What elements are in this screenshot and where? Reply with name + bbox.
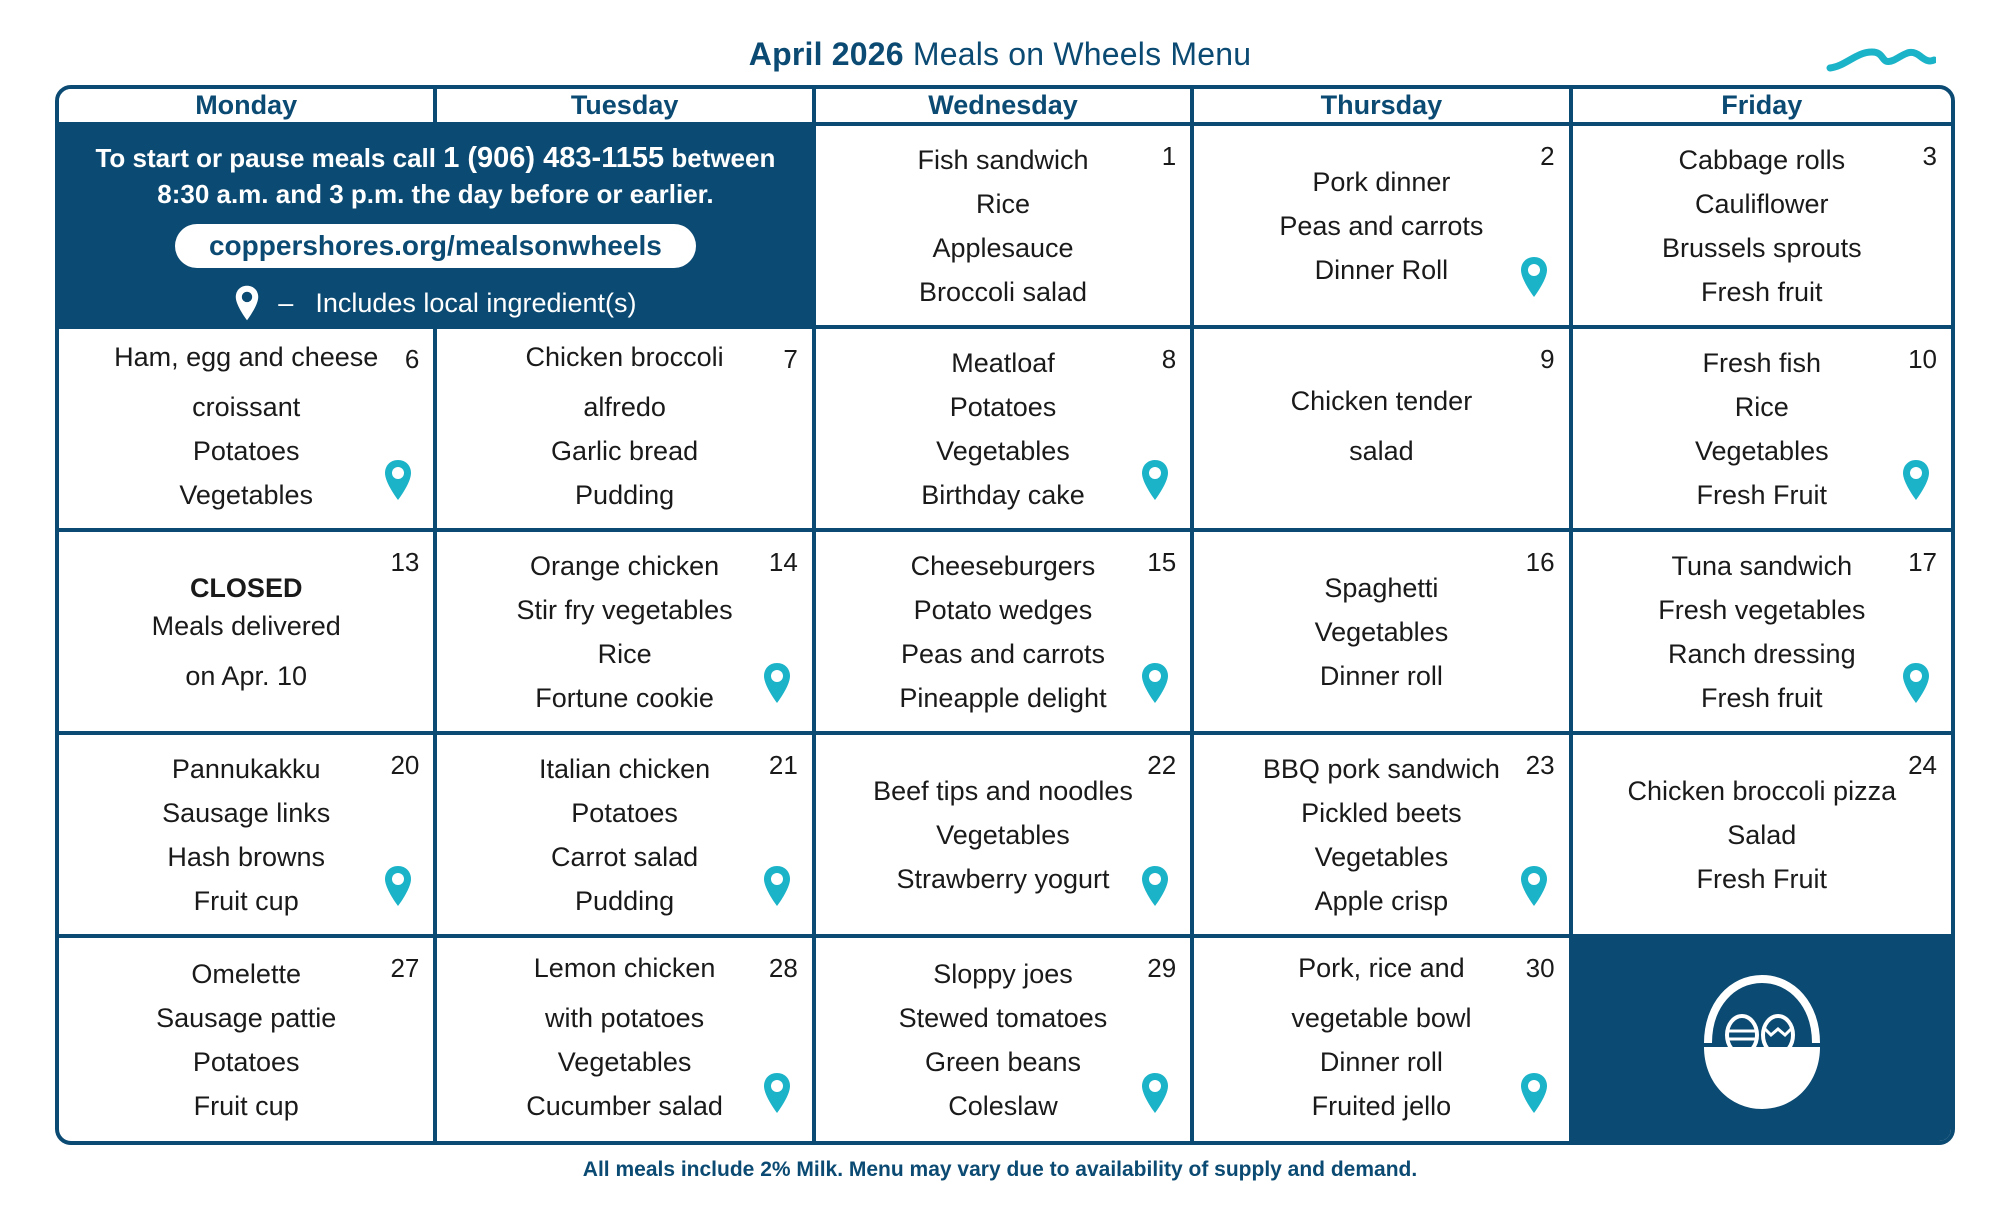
menu-item: Pineapple delight bbox=[899, 682, 1107, 713]
day-number: 13 bbox=[390, 547, 420, 577]
legend bbox=[234, 284, 636, 322]
day-number: 27 bbox=[390, 953, 420, 983]
map-pin-icon bbox=[1519, 864, 1549, 908]
day-cell bbox=[1194, 532, 1572, 735]
map-pin-icon bbox=[1519, 1071, 1549, 1115]
menu-item: Orange chicken bbox=[530, 550, 720, 581]
menu-item: Apple crisp bbox=[1314, 885, 1449, 916]
menu-item: Applesauce bbox=[932, 232, 1074, 263]
menu-item: Potatoes bbox=[571, 797, 678, 828]
day-cell bbox=[1573, 329, 1951, 532]
day-cell bbox=[816, 938, 1194, 1141]
menu-item: Vegetables bbox=[179, 479, 313, 510]
day-header-friday: Friday bbox=[1573, 89, 1951, 126]
day-cell bbox=[1573, 126, 1951, 329]
map-pin-icon bbox=[234, 284, 260, 322]
day-cell bbox=[816, 735, 1194, 938]
menu-item: Vegetables bbox=[557, 1046, 692, 1077]
day-number: 10 bbox=[1908, 344, 1937, 374]
menu-item: Potatoes bbox=[192, 435, 300, 466]
menu-item: Fresh Fruit bbox=[1696, 479, 1828, 510]
menu-item: Dinner Roll bbox=[1314, 254, 1449, 285]
map-pin-icon bbox=[383, 458, 413, 502]
day-number: 1 bbox=[1161, 141, 1177, 171]
menu-item: Meals delivered bbox=[151, 610, 341, 641]
day-number: 15 bbox=[1147, 547, 1177, 577]
menu-item: Vegetables bbox=[1314, 616, 1449, 647]
menu-item: Ham, egg and cheese bbox=[114, 341, 379, 372]
day-number: 3 bbox=[1922, 141, 1937, 171]
menu-item: Beef tips and noodles bbox=[873, 775, 1133, 806]
menu-item: Tuna sandwich bbox=[1671, 550, 1853, 581]
menu-item: Peas and carrots bbox=[1279, 210, 1484, 241]
menu-item: Fresh fruit bbox=[1701, 276, 1823, 307]
map-pin-icon bbox=[1140, 458, 1170, 502]
day-number: 23 bbox=[1525, 750, 1555, 780]
menu-item: Carrot salad bbox=[551, 841, 699, 872]
day-cell bbox=[1194, 735, 1572, 938]
menu-item: on Apr. 10 bbox=[185, 660, 307, 691]
day-cell bbox=[1573, 532, 1951, 735]
menu-item: Fruit cup bbox=[193, 885, 299, 916]
menu-item: Fresh fish bbox=[1702, 347, 1822, 378]
menu-item: Pork dinner bbox=[1312, 166, 1451, 197]
menu-item: Broccoli salad bbox=[918, 276, 1088, 307]
basket-cell bbox=[1573, 938, 1951, 1141]
day-number: 20 bbox=[390, 750, 420, 780]
map-pin-icon bbox=[762, 661, 792, 705]
menu-item: Spaghetti bbox=[1324, 572, 1439, 603]
menu-item: Brussels sprouts bbox=[1662, 232, 1862, 263]
menu-item: Dinner roll bbox=[1319, 660, 1443, 691]
menu-item: Chicken tender bbox=[1290, 385, 1473, 416]
map-pin-icon bbox=[762, 1071, 792, 1115]
menu-item: Chicken broccoli pizza bbox=[1627, 775, 1897, 806]
day-cell bbox=[816, 532, 1194, 735]
menu-calendar bbox=[55, 85, 1955, 1145]
day-cell bbox=[437, 735, 815, 938]
menu-item: Pudding bbox=[575, 479, 675, 510]
day-number: 6 bbox=[404, 344, 420, 374]
menu-item: Pannukakku bbox=[171, 753, 321, 784]
day-number: 24 bbox=[1908, 750, 1937, 780]
map-pin-icon bbox=[1140, 1071, 1170, 1115]
legend-dash: – bbox=[278, 287, 294, 318]
day-cell bbox=[59, 938, 437, 1141]
day-cell bbox=[1573, 735, 1951, 938]
page-title bbox=[0, 36, 2000, 73]
day-header-wednesday: Wednesday bbox=[816, 89, 1194, 126]
day-number: 8 bbox=[1161, 344, 1177, 374]
menu-item: Vegetables bbox=[936, 435, 1070, 466]
footer-note: All meals include 2% Milk. Menu may vary due to availability of supply and demand. bbox=[582, 1158, 1418, 1181]
map-pin-icon bbox=[762, 864, 792, 908]
menu-item: Pickled beets bbox=[1301, 797, 1462, 828]
day-number: 9 bbox=[1540, 344, 1555, 374]
day-number: 21 bbox=[768, 750, 798, 780]
menu-item: Fruited jello bbox=[1311, 1090, 1452, 1121]
menu-item: Cheeseburgers bbox=[910, 550, 1096, 581]
menu-item: Fruit cup bbox=[193, 1090, 299, 1121]
map-pin-icon bbox=[1901, 661, 1931, 705]
map-pin-icon bbox=[1901, 458, 1931, 502]
day-number: 30 bbox=[1525, 953, 1555, 983]
day-number: 17 bbox=[1908, 547, 1937, 577]
menu-item: Hash browns bbox=[167, 841, 325, 872]
map-pin-icon bbox=[383, 864, 413, 908]
menu-item: Fresh Fruit bbox=[1696, 863, 1828, 894]
website-link[interactable]: coppershores.org/mealsonwheels bbox=[175, 224, 696, 268]
menu-item: Lemon chicken bbox=[533, 952, 716, 983]
menu-item: Cucumber salad bbox=[526, 1090, 723, 1121]
menu-item: Potatoes bbox=[949, 391, 1057, 422]
menu-item: Vegetables bbox=[936, 819, 1070, 850]
day-cell bbox=[59, 329, 437, 532]
day-number: 7 bbox=[783, 344, 798, 374]
menu-item: Meatloaf bbox=[951, 347, 1055, 378]
info-panel bbox=[59, 126, 816, 329]
contact-message bbox=[95, 140, 775, 212]
menu-item: Sausage links bbox=[162, 797, 331, 828]
contact-text-a: To start or pause meals call bbox=[95, 143, 444, 173]
menu-item: Chicken broccoli bbox=[525, 341, 724, 372]
menu-item: Potato wedges bbox=[913, 594, 1093, 625]
menu-item: Stewed tomatoes bbox=[898, 1002, 1108, 1033]
menu-item: Pork, rice and bbox=[1298, 952, 1465, 983]
menu-item: Ranch dressing bbox=[1667, 638, 1856, 669]
menu-item: Dinner roll bbox=[1319, 1046, 1443, 1077]
menu-item: with potatoes bbox=[545, 1002, 705, 1033]
title-text: Meals on Wheels Menu bbox=[912, 36, 1252, 72]
contact-text-b: between bbox=[664, 143, 776, 173]
menu-item: Cauliflower bbox=[1695, 188, 1829, 219]
menu-item: Coleslaw bbox=[948, 1090, 1058, 1121]
menu-item: salad bbox=[1349, 435, 1414, 466]
map-pin-icon bbox=[1140, 864, 1170, 908]
menu-item: Fresh fruit bbox=[1701, 682, 1823, 713]
menu-item: Strawberry yogurt bbox=[896, 863, 1110, 894]
menu-item: Italian chicken bbox=[539, 753, 711, 784]
day-cell bbox=[1194, 329, 1572, 532]
menu-item: Potatoes bbox=[192, 1046, 300, 1077]
day-cell bbox=[59, 532, 437, 735]
menu-item: Pudding bbox=[575, 885, 675, 916]
menu-item: Vegetables bbox=[1694, 435, 1829, 466]
day-cell bbox=[816, 329, 1194, 532]
day-cell bbox=[437, 329, 815, 532]
day-cell bbox=[816, 126, 1194, 329]
menu-item: Fish sandwich bbox=[917, 144, 1089, 175]
menu-item: Garlic bread bbox=[551, 435, 699, 466]
menu-item: Rice bbox=[597, 638, 652, 669]
menu-item: croissant bbox=[192, 391, 301, 422]
menu-item: Fresh vegetables bbox=[1658, 594, 1866, 625]
menu-item: Sloppy joes bbox=[933, 958, 1073, 989]
menu-item: Stir fry vegetables bbox=[516, 594, 733, 625]
menu-item: BBQ pork sandwich bbox=[1262, 753, 1500, 784]
day-cell bbox=[1194, 126, 1572, 329]
menu-item: CLOSED bbox=[189, 572, 303, 603]
day-number: 28 bbox=[768, 953, 798, 983]
easter-basket-icon bbox=[1692, 965, 1832, 1115]
map-pin-icon bbox=[1140, 661, 1170, 705]
day-cell bbox=[1194, 938, 1572, 1141]
day-number: 14 bbox=[768, 547, 798, 577]
phone-number: 1 (906) 483-1155 bbox=[443, 142, 665, 174]
day-header-monday: Monday bbox=[59, 89, 437, 126]
legend-text: Includes local ingredient(s) bbox=[315, 287, 637, 318]
menu-item: Fortune cookie bbox=[535, 682, 714, 713]
menu-item: alfredo bbox=[583, 391, 666, 422]
contact-hours: 8:30 a.m. and 3 p.m. the day before or earlier. bbox=[157, 179, 714, 209]
menu-item: Rice bbox=[1734, 391, 1789, 422]
menu-item: vegetable bowl bbox=[1291, 1002, 1472, 1033]
menu-item: Vegetables bbox=[1314, 841, 1449, 872]
day-header-thursday: Thursday bbox=[1194, 89, 1572, 126]
menu-item: Peas and carrots bbox=[900, 638, 1106, 669]
menu-item: Sausage pattie bbox=[156, 1002, 337, 1033]
menu-item: Cabbage rolls bbox=[1678, 144, 1846, 175]
day-number: 16 bbox=[1525, 547, 1555, 577]
wave-logo-icon bbox=[1826, 40, 1936, 76]
day-cell bbox=[437, 938, 815, 1141]
menu-item: Rice bbox=[975, 188, 1030, 219]
day-number: 29 bbox=[1147, 953, 1177, 983]
day-cell bbox=[59, 735, 437, 938]
map-pin-icon bbox=[1519, 255, 1549, 299]
day-number: 22 bbox=[1147, 750, 1177, 780]
day-number: 2 bbox=[1540, 141, 1555, 171]
day-cell bbox=[437, 532, 815, 735]
menu-item: Omelette bbox=[191, 958, 301, 989]
menu-item: Salad bbox=[1727, 819, 1797, 850]
menu-item: Birthday cake bbox=[921, 479, 1085, 510]
menu-item: Green beans bbox=[924, 1046, 1082, 1077]
day-header-tuesday: Tuesday bbox=[437, 89, 815, 126]
title-month: April 2026 bbox=[748, 36, 904, 72]
